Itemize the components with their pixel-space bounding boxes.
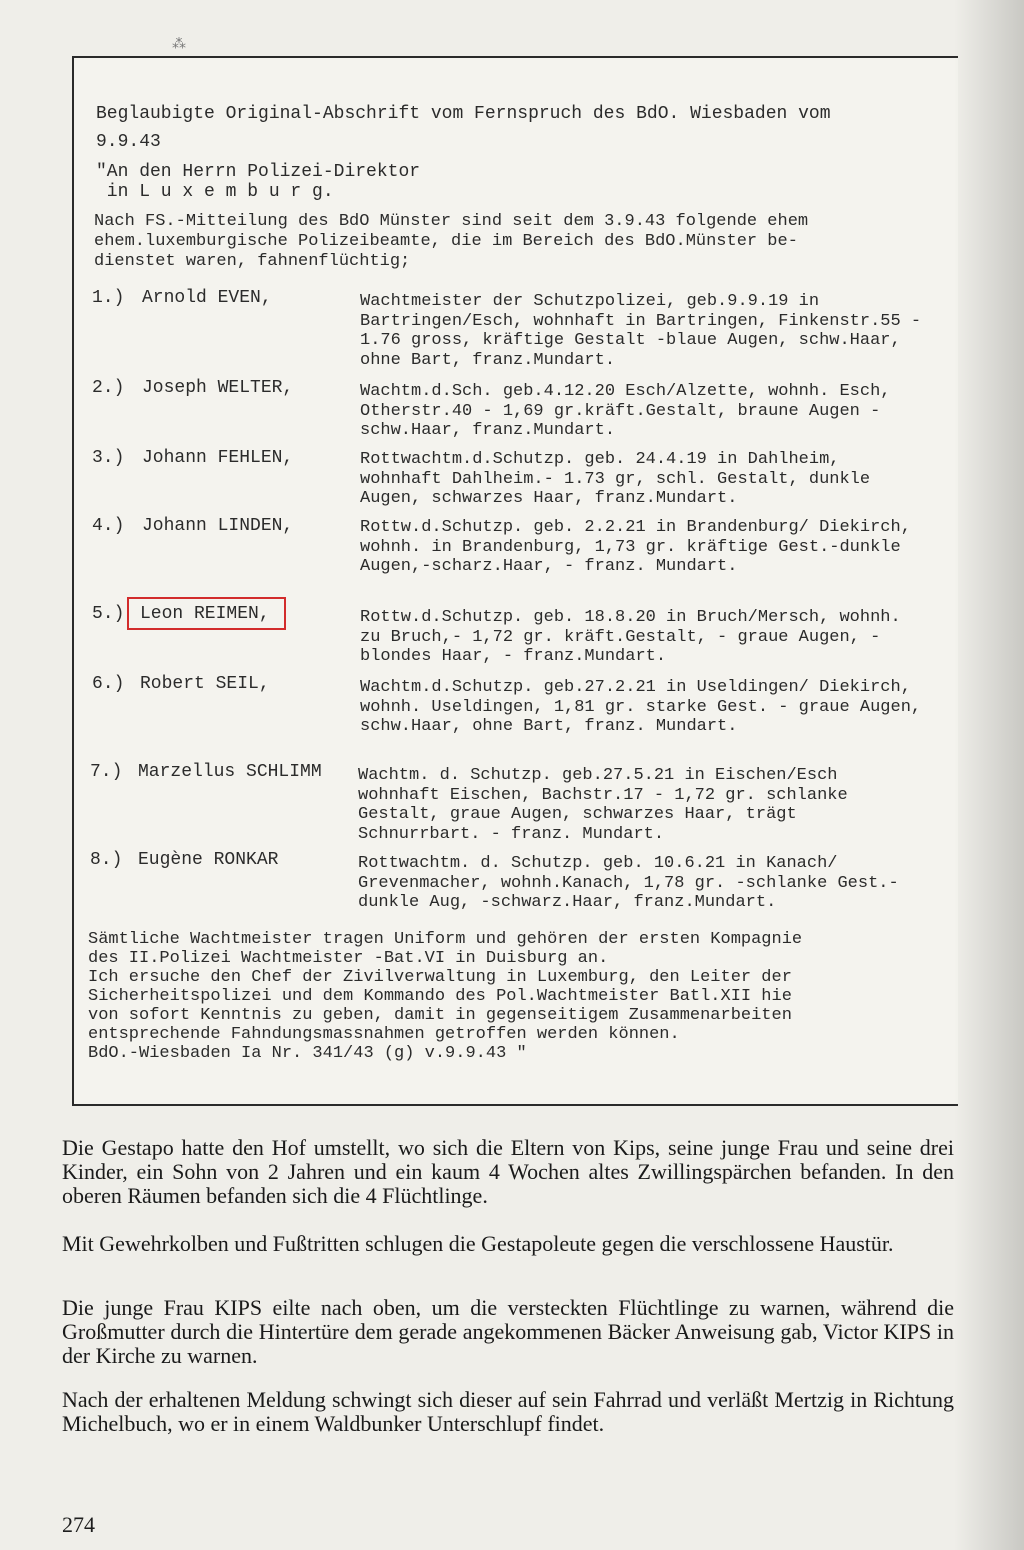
closing-line-4: Sicherheitspolizei und dem Kommando des Pol.Wachtmeister Batl.XII hie	[88, 987, 792, 1006]
prose-paragraph-4: Nach der erhaltenen Meldung schwingt sich dieser auf sein Fahrrad und verläßt Mertzig in Richtung Michelbuch, wo er in einem Waldbunker Unterschlupf findet.	[62, 1387, 954, 1436]
entry-description: Rottwachtm.d.Schutzp. geb. 24.4.19 in Dahlheim, wohnhaft Dahlheim.- 1.73 gr, schl. Gestalt, dunkle Augen, schwarzes Haar, franz.Mundart.	[360, 450, 871, 508]
entry-description: Rottwachtm. d. Schutzp. geb. 10.6.21 in Kanach/ Grevenmacher, wohnh.Kanach, 1,78 gr. -schlanke Gest.-dunkle Aug, -schwarz.Haar, franz.Mundart.	[358, 854, 899, 912]
entry-name: Johann LINDEN,	[142, 516, 294, 536]
entry-name-highlighted: Leon REIMEN,	[140, 604, 270, 624]
entry-description: Rottw.d.Schutzp. geb. 2.2.21 in Brandenburg/ Diekirch, wohnh. in Brandenburg, 1,73 gr. kräftige Gest.-dunkle Augen,-scharz.Haar, - franz. Mundart.	[360, 518, 911, 576]
prose-paragraph-2: Mit Gewehrkolben und Fußtritten schlugen die Gestapoleute gegen die verschlossene Haustür.	[62, 1231, 894, 1256]
entry-number: 6.)	[92, 674, 125, 694]
intro-line-2: ehem.luxemburgische Polizeibeamte, die im Bereich des BdO.Münster be-	[94, 232, 798, 251]
page-edge-shadow	[954, 0, 1024, 1550]
intro-line-3: dienstet waren, fahnenflüchtig;	[94, 252, 411, 271]
entry-number: 8.)	[90, 850, 123, 870]
entry-number: 5.)	[92, 604, 125, 624]
header-line-2: 9.9.43	[96, 132, 161, 152]
closing-line-6: entsprechende Fahndungsmassnahmen getroffen werden können.	[88, 1025, 680, 1044]
entry-description: Wachtmeister der Schutzpolizei, geb.9.9.19 in Bartringen/Esch, wohnhaft in Bartringen, Finkenstr.55 - 1.76 gross, kräftige Gestalt -blaue Augen, schw.Haar, ohne Bart, franz.Mundart.	[360, 292, 922, 370]
entry-number: 3.)	[92, 448, 125, 468]
header-line-3: "An den Herrn Polizei-Direktor	[96, 162, 421, 182]
entry-name: Eugène RONKAR	[138, 850, 279, 870]
entry-number: 4.)	[92, 516, 125, 536]
entry-name: Johann FEHLEN,	[142, 448, 294, 468]
typewritten-document-frame	[72, 56, 958, 1106]
closing-line-1: Sämtliche Wachtmeister tragen Uniform und gehören der ersten Kompagnie	[88, 930, 803, 949]
closing-line-5: von sofort Kenntnis zu geben, damit in gegenseitigem Zusammenarbeiten	[88, 1006, 792, 1025]
entry-name: Robert SEIL,	[140, 674, 270, 694]
entry-name: Arnold EVEN,	[142, 288, 272, 308]
entry-description: Wachtm. d. Schutzp. geb.27.5.21 in Eischen/Esch wohnhaft Eischen, Bachstr.17 - 1,72 gr. schlanke Gestalt, graue Augen, schwarzes Haar, trägt Schnurrbart. - franz. Mundart.	[358, 766, 848, 844]
entry-description: Wachtm.d.Schutzp. geb.27.2.21 in Useldingen/ Diekirch, wohnh. Useldingen, 1,81 gr. starke Gest. - graue Augen, schw.Haar, ohne Bart, franz. Mundart.	[360, 678, 922, 736]
entry-description: Wachtm.d.Sch. geb.4.12.20 Esch/Alzette, wohnh. Esch, Otherstr.40 - 1,69 gr.kräft.Gestalt, braune Augen - schw.Haar, franz.Mundart.	[360, 382, 891, 440]
page-smudge: ⁂	[172, 37, 186, 52]
prose-paragraph-3: Die junge Frau KIPS eilte nach oben, um die versteckten Flüchtlinge zu warnen, während die Großmutter durch die Hintertüre dem gerade angekommenen Bäcker Anweisung gab, Victor KIPS in der Kirche zu warnen.	[62, 1295, 954, 1368]
entry-number: 1.)	[92, 288, 125, 308]
entry-number: 2.)	[92, 378, 125, 398]
entry-name: Joseph WELTER,	[142, 378, 294, 398]
entry-number: 7.)	[90, 762, 123, 782]
header-line-1: Beglaubigte Original-Abschrift vom Fernspruch des BdO. Wiesbaden vom	[96, 104, 831, 124]
intro-line-1: Nach FS.-Mitteilung des BdO Münster sind seit dem 3.9.43 folgende ehem	[94, 212, 809, 231]
entry-description: Rottw.d.Schutzp. geb. 18.8.20 in Bruch/Mersch, wohnh. zu Bruch,- 1,72 gr. kräft.Gestalt, - graue Augen, -blondes Haar, - franz.Mundart.	[360, 608, 901, 666]
page-number: 274	[62, 1512, 95, 1537]
closing-line-3: Ich ersuche den Chef der Zivilverwaltung in Luxemburg, den Leiter der	[88, 968, 792, 987]
entry-name: Marzellus SCHLIMM	[138, 762, 322, 782]
prose-paragraph-1: Die Gestapo hatte den Hof umstellt, wo sich die Eltern von Kips, seine junge Frau und seine drei Kinder, ein Sohn von 2 Jahren und ein kaum 4 Wochen altes Zwillingspärchen befanden. In den oberen Räumen befanden sich die 4 Flüchtlinge.	[62, 1135, 954, 1208]
closing-line-7: BdO.-Wiesbaden Ia Nr. 341/43 (g) v.9.9.43 "	[88, 1044, 527, 1063]
closing-line-2: des II.Polizei Wachtmeister -Bat.VI in Duisburg an.	[88, 949, 609, 968]
header-line-4: in L u x e m b u r g.	[96, 182, 334, 202]
red-highlight-box	[127, 597, 286, 630]
